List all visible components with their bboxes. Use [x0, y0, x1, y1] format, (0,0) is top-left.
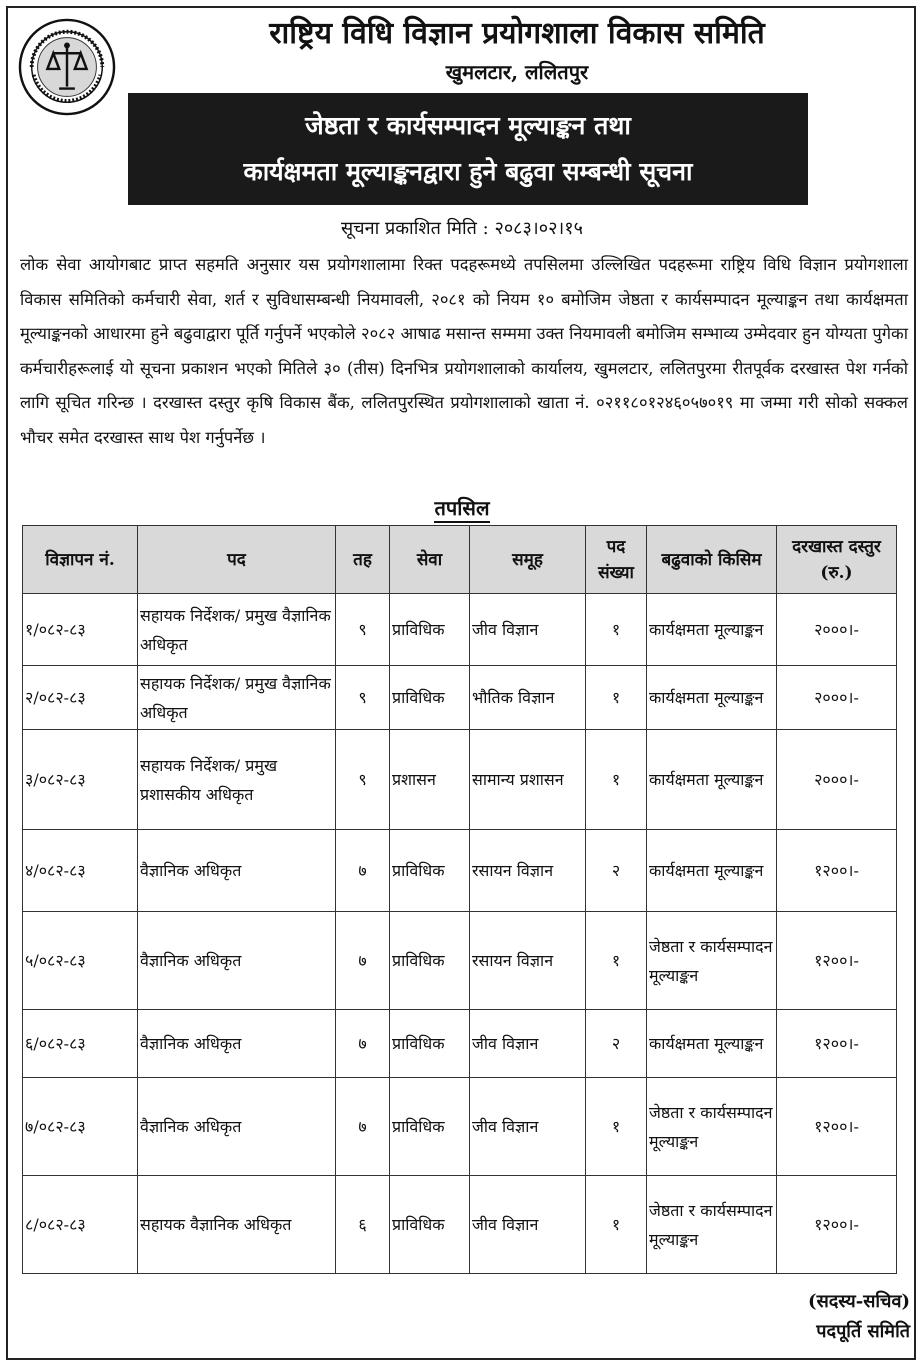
table-title-text: तपसिल [434, 496, 489, 523]
notice-title-line2: कार्यक्षमता मूल्याङ्कनद्वारा हुने बढुवा सम्बन्धी सूचना [243, 157, 693, 186]
ad-number: २/०८२-८३ [23, 666, 138, 730]
service: प्राविधिक [390, 912, 470, 1010]
header-ad-number: विज्ञापन नं. [23, 526, 138, 594]
post-count: १ [586, 730, 647, 830]
service: प्राविधिक [390, 594, 470, 666]
application-fee: १२००।- [777, 1176, 897, 1274]
group: सामान्य प्रशासन [470, 730, 586, 830]
post: वैज्ञानिक अधिकृत [138, 1078, 336, 1176]
service: प्रशासन [390, 730, 470, 830]
application-fee: १२००।- [777, 1078, 897, 1176]
group: जीव विज्ञान [470, 594, 586, 666]
group: जीव विज्ञान [470, 1010, 586, 1078]
group: भौतिक विज्ञान [470, 666, 586, 730]
publish-date: सूचना प्रकाशित मिति : २०८३।०२।१५ [341, 218, 583, 239]
ad-number: ६/०८२-८३ [23, 1010, 138, 1078]
organization-address: खुमलटार, ललितपुर [445, 60, 589, 84]
group: रसायन विज्ञान [470, 912, 586, 1010]
header-post: पद [138, 526, 336, 594]
table-row [23, 912, 897, 1010]
group: जीव विज्ञान [470, 1176, 586, 1274]
table-row [23, 730, 897, 830]
organization-seal-icon [18, 18, 116, 116]
post: सहायक निर्देशक/ प्रमुख वैज्ञानिक अधिकृत [138, 666, 336, 730]
service: प्राविधिक [390, 830, 470, 912]
table-row [23, 830, 897, 912]
application-fee: १२००।- [777, 830, 897, 912]
service: प्राविधिक [390, 1078, 470, 1176]
vacancy-table [22, 525, 897, 1274]
table-header-row [23, 526, 897, 594]
table-title [0, 494, 924, 522]
signatory-committee: पदपूर्ति समिति [816, 1321, 910, 1342]
application-fee: १२००।- [777, 912, 897, 1010]
table-row [23, 1176, 897, 1274]
post: सहायक निर्देशक/ प्रमुख वैज्ञानिक अधिकृत [138, 594, 336, 666]
level: ६ [336, 1176, 390, 1274]
service: प्राविधिक [390, 1010, 470, 1078]
post-count: १ [586, 594, 647, 666]
post: सहायक वैज्ञानिक अधिकृत [138, 1176, 336, 1274]
promotion-type: जेष्ठता र कार्यसम्पादन मूल्याङ्कन [647, 1078, 777, 1176]
post-count: १ [586, 912, 647, 1010]
service: प्राविधिक [390, 1176, 470, 1274]
ad-number: ५/०८२-८३ [23, 912, 138, 1010]
post-count: २ [586, 1010, 647, 1078]
level: ७ [336, 1078, 390, 1176]
post: वैज्ञानिक अधिकृत [138, 1010, 336, 1078]
post-count: १ [586, 666, 647, 730]
promotion-type: कार्यक्षमता मूल्याङ्कन [647, 830, 777, 912]
header-promotion-type: बढुवाको किसिम [647, 526, 777, 594]
notice-title-line1: जेष्ठता र कार्यसम्पादन मूल्याङ्कन तथा [305, 111, 631, 140]
organization-name: राष्ट्रिय विधि विज्ञान प्रयोगशाला विकास समिति [269, 16, 765, 51]
notice-title-banner [128, 93, 808, 205]
promotion-type: जेष्ठता र कार्यसम्पादन मूल्याङ्कन [647, 1176, 777, 1274]
notice-body: लोक सेवा आयोगबाट प्राप्त सहमति अनुसार यस प्रयोगशालामा रिक्त पदहरूमध्ये तपसिलमा उल्लिखित पदहरूमा राष्ट्रिय विधि विज्ञान प्रयोगशाला विकास समितिको कर्मचारी सेवा, शर्त र सुविधासम्बन्धी नियमावली, २०८१ को नियम १० बमोजिम जेष्ठता र कार्यसम्पादन मूल्याङ्कन तथा कार्यक्षमता मूल्याङ्कनको आधारमा हुने बढुवाद्वारा पूर्ति गर्नुपर्ने भएकोले २०८२ आषाढ मसान्त सम्ममा उक्त नियमावली बमोजिम सम्भाव्य उम्मेदवार हुन योग्यता पुगेका कर्मचारीहरूलाई यो सूचना प्रकाशन भएको मितिले ३० (तीस) दिनभित्र प्रयोगशालाको कार्यालय, खुमलटार, ललितपुरमा रीतपूर्वक दरखास्त पेश गर्नको लागि सूचित गरिन्छ । दरखास्त दस्तुर कृषि विकास बैंक, ललितपुरस्थित प्रयोगशालाको खाता नं. ०२११८०१२४६०५७०१९ मा जम्मा गरी सोको सक्कल भौचर समेत दरखास्त साथ पेश गर्नुपर्नेछ । [20, 255, 908, 447]
table-row [23, 594, 897, 666]
header-level: तह [336, 526, 390, 594]
header-application-fee: दरखास्त दस्तुर (रु.) [777, 526, 897, 594]
post: सहायक निर्देशक/ प्रमुख प्रशासकीय अधिकृत [138, 730, 336, 830]
level: ९ [336, 594, 390, 666]
post-count: १ [586, 1078, 647, 1176]
promotion-type: जेष्ठता र कार्यसम्पादन मूल्याङ्कन [647, 912, 777, 1010]
ad-number: ४/०८२-८३ [23, 830, 138, 912]
level: ७ [336, 912, 390, 1010]
level: ९ [336, 666, 390, 730]
application-fee: २०००।- [777, 666, 897, 730]
post: वैज्ञानिक अधिकृत [138, 912, 336, 1010]
post-count: १ [586, 1176, 647, 1274]
header-group: समूह [470, 526, 586, 594]
header-service: सेवा [390, 526, 470, 594]
application-fee: १२००।- [777, 1010, 897, 1078]
ad-number: १/०८२-८३ [23, 594, 138, 666]
promotion-type: कार्यक्षमता मूल्याङ्कन [647, 666, 777, 730]
table-row [23, 1078, 897, 1176]
ad-number: ३/०८२-८३ [23, 730, 138, 830]
group: रसायन विज्ञान [470, 830, 586, 912]
ad-number: ८/०८२-८३ [23, 1176, 138, 1274]
post-count: २ [586, 830, 647, 912]
ad-number: ७/०८२-८३ [23, 1078, 138, 1176]
table-row [23, 666, 897, 730]
application-fee: २०००।- [777, 730, 897, 830]
application-fee: २०००।- [777, 594, 897, 666]
level: ७ [336, 1010, 390, 1078]
level: ७ [336, 830, 390, 912]
group: जीव विज्ञान [470, 1078, 586, 1176]
header-post-count: पद संख्या [586, 526, 647, 594]
promotion-type: कार्यक्षमता मूल्याङ्कन [647, 594, 777, 666]
service: प्राविधिक [390, 666, 470, 730]
post: वैज्ञानिक अधिकृत [138, 830, 336, 912]
signatory-title: (सदस्य-सचिव) [808, 1291, 910, 1312]
promotion-type: कार्यक्षमता मूल्याङ्कन [647, 730, 777, 830]
table-row [23, 1010, 897, 1078]
level: ९ [336, 730, 390, 830]
promotion-type: कार्यक्षमता मूल्याङ्कन [647, 1010, 777, 1078]
